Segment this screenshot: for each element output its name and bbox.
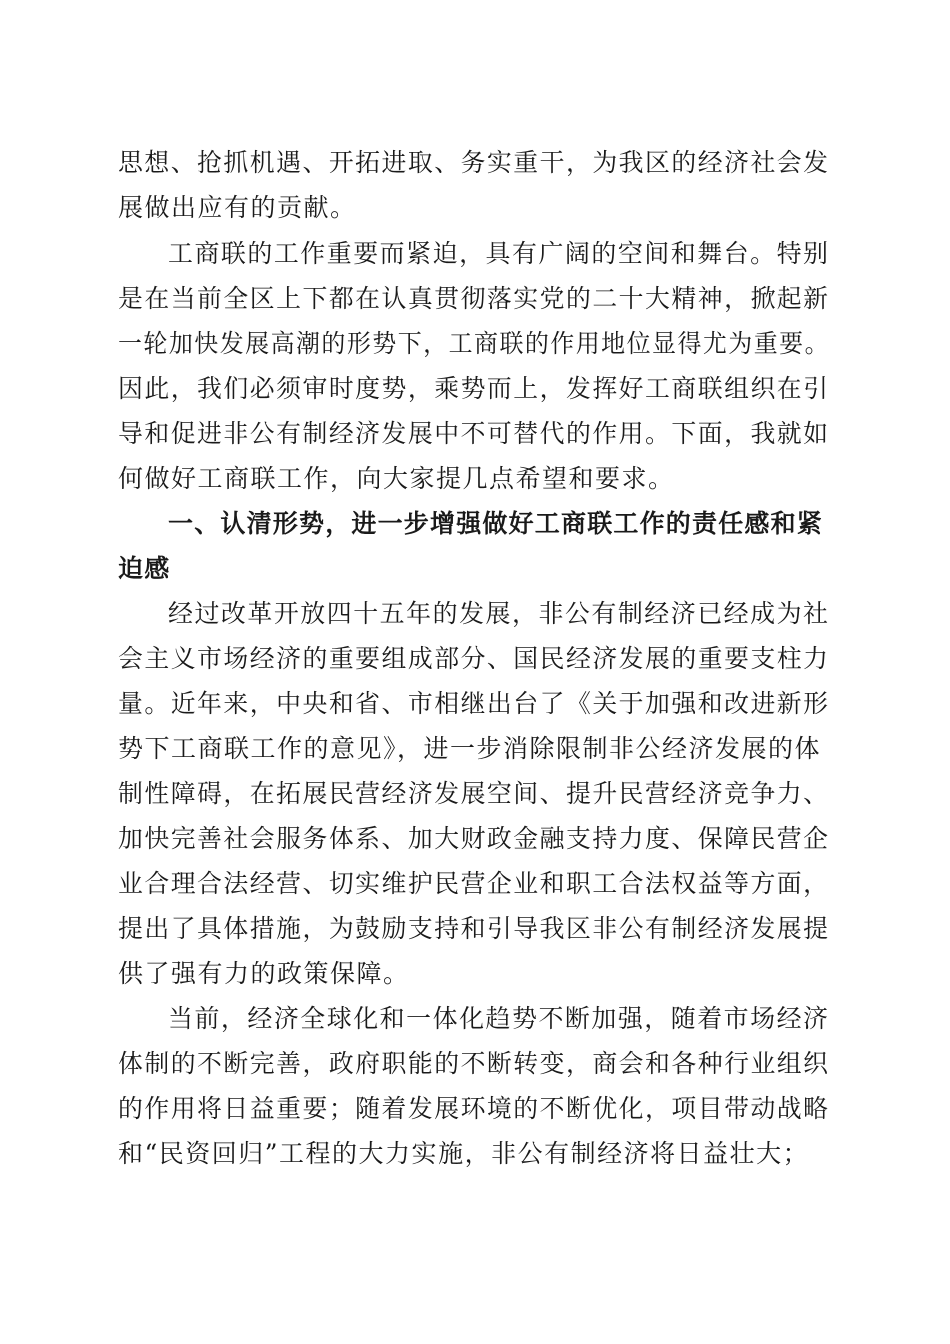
text-line: 的作用将日益重要；随着发展环境的不断优化，项目带动战略 bbox=[118, 1094, 830, 1123]
section-heading-line: 迫感 bbox=[118, 554, 171, 583]
text-line: 何做好工商联工作，向大家提几点希望和要求。 bbox=[118, 464, 675, 493]
text-line: 一轮加快发展高潮的形势下，工商联的作用地位显得尤为重要。 bbox=[118, 329, 831, 358]
text-line: 工商联的工作重要而紧迫，具有广阔的空间和舞台。特别 bbox=[168, 239, 830, 268]
text-line: 导和促进非公有制经济发展中不可替代的作用。下面，我就如 bbox=[118, 419, 830, 448]
text-line: 当前，经济全球化和一体化趋势不断加强，随着市场经济 bbox=[168, 1004, 830, 1033]
text-line: 是在当前全区上下都在认真贯彻落实党的二十大精神，掀起新 bbox=[118, 284, 830, 313]
text-line: 会主义市场经济的重要组成部分、国民经济发展的重要支柱力 bbox=[118, 644, 830, 673]
text-line: 和“民资回归”工程的大力实施，非公有制经济将日益壮大； bbox=[118, 1139, 810, 1168]
text-line: 供了强有力的政策保障。 bbox=[118, 959, 410, 988]
text-line: 加快完善社会服务体系、加大财政金融支持力度、保障民营企 bbox=[118, 824, 830, 853]
text-line: 思想、抢抓机遇、开拓进取、务实重干，为我区的经济社会发 bbox=[118, 148, 830, 177]
text-line: 体制的不断完善，政府职能的不断转变，商会和各种行业组织 bbox=[118, 1049, 830, 1078]
text-line: 量。近年来，中央和省、市相继出台了《关于加强和改进新形 bbox=[118, 689, 830, 718]
text-line: 经过改革开放四十五年的发展，非公有制经济已经成为社 bbox=[168, 599, 830, 628]
text-line: 提出了具体措施，为鼓励支持和引导我区非公有制经济发展提 bbox=[118, 914, 830, 943]
section-heading-line: 一、认清形势，进一步增强做好工商联工作的责任感和紧 bbox=[168, 509, 824, 538]
text-line: 势下工商联工作的意见》，进一步消除限制非公经济发展的体 bbox=[118, 734, 822, 763]
text-line: 业合理合法经营、切实维护民营企业和职工合法权益等方面， bbox=[118, 869, 830, 898]
text-line: 制性障碍，在拓展民营经济发展空间、提升民营经济竞争力、 bbox=[118, 779, 830, 808]
text-line: 展做出应有的贡献。 bbox=[118, 193, 357, 222]
text-line: 因此，我们必须审时度势，乘势而上，发挥好工商联组织在引 bbox=[118, 374, 830, 403]
